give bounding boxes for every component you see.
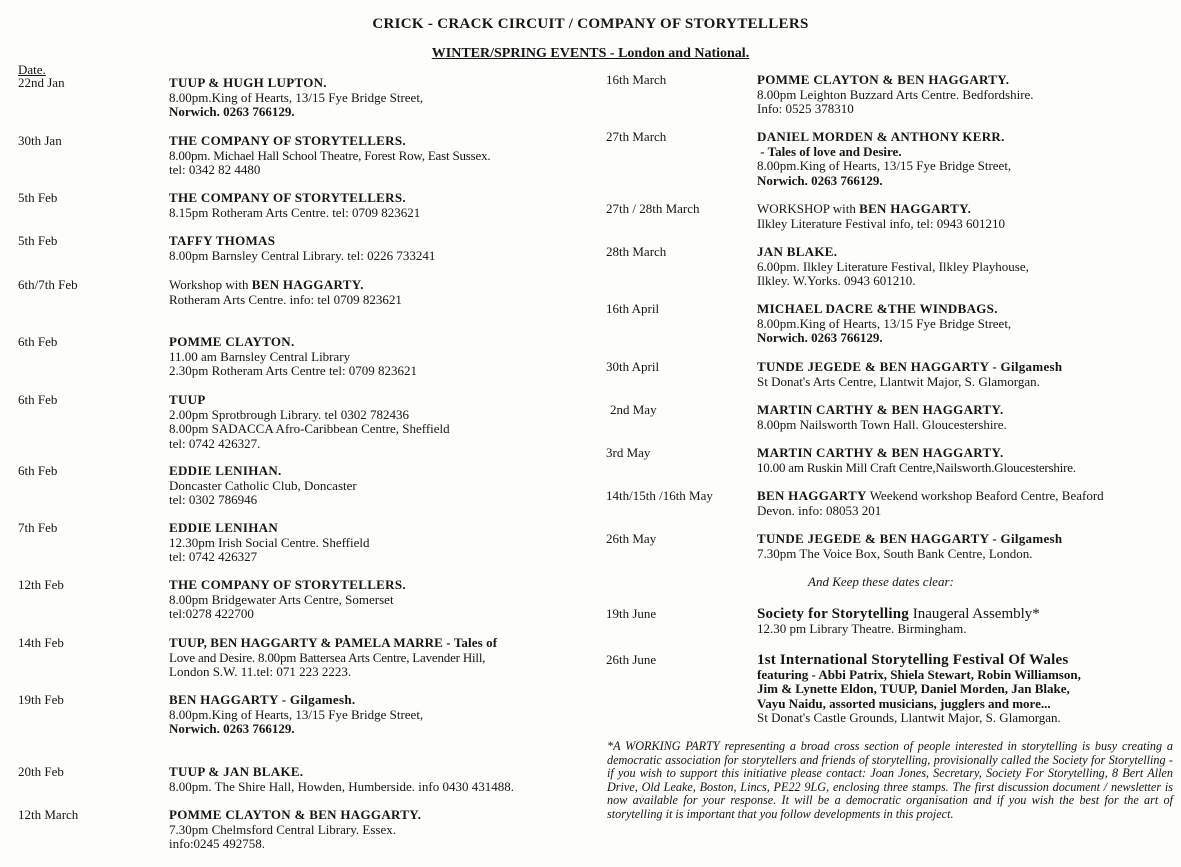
event-performer: TAFFY THOMAS bbox=[169, 233, 276, 248]
event-performer: BEN HAGGARTY - Gilgamesh. bbox=[169, 692, 356, 707]
event-date: 30th Jan bbox=[18, 133, 62, 148]
event-detail: 7.30pm Chelmsford Central Library. Essex. bbox=[169, 821, 396, 837]
event-date: 6th Feb bbox=[18, 334, 58, 349]
event-date: 30th April bbox=[606, 359, 660, 374]
event-performer: MICHAEL DACRE &THE WINDBAGS. bbox=[757, 301, 998, 316]
event-performer: TUNDE JEGEDE & BEN HAGGARTY - Gilgamesh bbox=[757, 359, 1063, 374]
event-detail: Rotheram Arts Centre. info: tel 0709 823621 bbox=[169, 291, 402, 307]
event-detail: 12.30pm Irish Social Centre. Sheffield bbox=[169, 534, 370, 550]
event-date: 26th May bbox=[606, 531, 657, 546]
event-detail: 2.30pm Rotheram Arts Centre tel: 0709 823621 bbox=[169, 363, 418, 378]
event-detail: 8.00pm SADACCA Afro-Caribbean Centre, Sheffield bbox=[169, 421, 450, 436]
event-detail: Jim & Lynette Eldon, TUUP, Daniel Morden, Jan Blake, bbox=[757, 681, 1070, 696]
event-performer: BEN HAGGARTY bbox=[757, 488, 867, 503]
event-date: 14th Feb bbox=[18, 635, 64, 650]
event-detail: Weekend workshop Beaford Centre, Beaford bbox=[866, 488, 1104, 503]
event-detail: London S.W. 11.tel: 071 223 2223. bbox=[169, 664, 352, 679]
event-performer: BEN HAGGARTY. bbox=[251, 277, 364, 292]
event-date: 19th June bbox=[606, 606, 657, 621]
event-performer: TUUP & JAN BLAKE. bbox=[169, 764, 304, 779]
event-detail: 8.00pm.King of Hearts, 13/15 Fye Bridge Street, bbox=[757, 158, 1012, 173]
event-detail: info:0245 492758. bbox=[169, 836, 266, 851]
event-detail: 8.00pm.King of Hearts, 13/15 Fye Bridge Street, bbox=[757, 315, 1012, 331]
event-date: 16th March bbox=[606, 72, 667, 87]
event-performer: TUUP & HUGH LUPTON. bbox=[169, 75, 327, 90]
event-performer: Society for Storytelling bbox=[757, 606, 909, 622]
event-detail: Norwich. 0263 766129. bbox=[169, 721, 295, 736]
event-detail: Devon. info: 08053 201 bbox=[757, 502, 882, 518]
keep-dates-note: And Keep these dates clear: bbox=[808, 574, 954, 589]
event-performer: THE COMPANY OF STORYTELLERS. bbox=[169, 577, 406, 592]
event-workshop-prefix: WORKSHOP with bbox=[757, 201, 860, 216]
event-detail: 6.00pm. Ilkley Literature Festival, Ilkley Playhouse, bbox=[757, 258, 1029, 274]
event-detail: Norwich. 0263 766129. bbox=[169, 104, 295, 119]
event-detail: Inaugeral Assembly* bbox=[909, 606, 1040, 622]
event-detail: 8.00pm.King of Hearts, 13/15 Fye Bridge Street, bbox=[169, 706, 424, 722]
event-date: 12th March bbox=[18, 807, 79, 822]
event-detail: Norwich. 0263 766129. bbox=[757, 330, 883, 345]
event-performer: TUUP, BEN HAGGARTY & PAMELA MARRE - Tales of bbox=[169, 635, 498, 650]
event-detail: tel: 0342 82 4480 bbox=[169, 162, 261, 177]
event-date: 27th / 28th March bbox=[606, 201, 700, 216]
event-detail: 8.00pm. The Shire Hall, Howden, Humberside. info 0430 431488. bbox=[169, 778, 514, 794]
event-detail: 8.00pm Barnsley Central Library. tel: 0226 733241 bbox=[169, 247, 436, 263]
event-detail: tel:0278 422700 bbox=[169, 606, 254, 621]
date-column-header: Date. bbox=[18, 62, 46, 77]
event-detail: - Tales of love and Desire. bbox=[757, 143, 902, 159]
event-detail: 2.00pm Sprotbrough Library. tel 0302 782436 bbox=[169, 406, 409, 422]
event-detail: tel: 0742 426327 bbox=[169, 549, 258, 564]
event-detail: Doncaster Catholic Club, Doncaster bbox=[169, 477, 357, 493]
event-detail: 8.00pm Leighton Buzzard Arts Centre. Bedfordshire. bbox=[757, 86, 1034, 102]
event-performer: TUUP bbox=[169, 392, 206, 407]
event-date: 19th Feb bbox=[18, 692, 64, 707]
event-date: 16th April bbox=[606, 301, 660, 316]
event-performer: DANIEL MORDEN & ANTHONY KERR. bbox=[757, 129, 1005, 144]
event-date: 14th/15th /16th May bbox=[606, 488, 713, 503]
event-performer: THE COMPANY OF STORYTELLERS. bbox=[169, 190, 406, 205]
event-detail: Norwich. 0263 766129. bbox=[757, 172, 883, 188]
page-subtitle: WINTER/SPRING EVENTS - London and National. bbox=[431, 46, 750, 61]
event-date: 20th Feb bbox=[18, 764, 64, 779]
event-workshop-prefix: Workshop with bbox=[169, 277, 252, 292]
event-performer: THE COMPANY OF STORYTELLERS. bbox=[169, 133, 406, 148]
event-date: 12th Feb bbox=[18, 577, 64, 592]
event-performer: EDDIE LENIHAN. bbox=[169, 463, 282, 478]
event-detail: 12.30 pm Library Theatre. Birmingham. bbox=[757, 620, 967, 636]
event-date: 2nd May bbox=[610, 402, 657, 417]
event-performer: POMME CLAYTON & BEN HAGGARTY. bbox=[169, 807, 422, 822]
event-detail: featuring - Abbi Patrix, Shiela Stewart, Robin Williamson, bbox=[757, 666, 1081, 682]
event-detail: Info: 0525 378310 bbox=[757, 101, 854, 116]
event-date: 5th Feb bbox=[18, 233, 58, 248]
event-detail: 8.00pm. Michael Hall School Theatre, Forest Row, East Sussex. bbox=[169, 147, 491, 163]
event-detail: 7.30pm The Voice Box, South Bank Centre, London. bbox=[757, 545, 1033, 561]
event-detail: 11.00 am Barnsley Central Library bbox=[169, 348, 351, 364]
event-detail: Ilkley. W.Yorks. 0943 601210. bbox=[757, 273, 916, 288]
event-date: 22nd Jan bbox=[18, 75, 65, 90]
event-date: 6th Feb bbox=[18, 463, 58, 478]
event-detail: tel: 0742 426327. bbox=[169, 435, 261, 451]
event-performer: 1st International Storytelling Festival Of Wales bbox=[757, 652, 1069, 668]
event-performer: JAN BLAKE. bbox=[757, 244, 838, 259]
event-date: 6th Feb bbox=[18, 392, 58, 407]
event-date: 26th June bbox=[606, 652, 657, 667]
event-performer: MARTIN CARTHY & BEN HAGGARTY. bbox=[757, 402, 1004, 417]
event-detail: Vayu Naidu, assorted musicians, jugglers and more... bbox=[757, 695, 1051, 711]
event-detail: 8.15pm Rotheram Arts Centre. tel: 0709 823621 bbox=[169, 204, 421, 220]
working-party-note: *A WORKING PARTY representing a broad cross section of people interested in storytelling is busy creating a democratic association for storytellers and friends of storytelling, provisionally called the Society for Storytelling - if you wish to support this initiative please contact: Joan Jones, Secretary, Society For Storytelling, 8 Bert Allen Drive, Old Leake, Boston, Lincs, PE22 9LG, enclosing three stamps. The first discussion document / newsletter is now available for your response. It will be a democratic organisation and if you wish the best for the art of storytelling it is important that you follow developments in this project. bbox=[607, 739, 1173, 821]
event-detail: St Donat's Arts Centre, Llantwit Major, S. Glamorgan. bbox=[757, 373, 1040, 389]
event-performer: EDDIE LENIHAN bbox=[169, 520, 279, 535]
event-date: 28th March bbox=[606, 244, 667, 259]
event-detail: 8.00pm.King of Hearts, 13/15 Fye Bridge Street, bbox=[169, 89, 424, 105]
event-performer: MARTIN CARTHY & BEN HAGGARTY. bbox=[757, 445, 1004, 460]
event-detail: 8.00pm Nailsworth Town Hall. Gloucestershire. bbox=[757, 416, 1007, 432]
event-performer: POMME CLAYTON & BEN HAGGARTY. bbox=[757, 72, 1010, 87]
event-performer: POMME CLAYTON. bbox=[169, 334, 295, 349]
event-date: 27th March bbox=[606, 129, 667, 144]
event-detail: 8.00pm Bridgewater Arts Centre, Somerset bbox=[169, 591, 394, 607]
page-title: CRICK - CRACK CIRCUIT / COMPANY OF STORYTELLERS bbox=[372, 16, 809, 32]
event-date: 3rd May bbox=[606, 445, 651, 460]
event-detail: Ilkley Literature Festival info, tel: 0943 601210 bbox=[757, 215, 1006, 231]
event-detail: St Donat's Castle Grounds, Llantwit Major, S. Glamorgan. bbox=[757, 710, 1061, 725]
event-performer: BEN HAGGARTY. bbox=[859, 201, 972, 216]
event-date: 6th/7th Feb bbox=[18, 277, 78, 292]
event-detail: Love and Desire. 8.00pm Battersea Arts Centre, Lavender Hill, bbox=[169, 649, 486, 665]
event-detail: tel: 0302 786946 bbox=[169, 492, 258, 507]
event-date: 5th Feb bbox=[18, 190, 58, 205]
event-detail: 10.00 am Ruskin Mill Craft Centre,Nailsworth.Gloucestershire. bbox=[757, 459, 1076, 475]
event-date: 7th Feb bbox=[18, 520, 58, 535]
event-performer: TUNDE JEGEDE & BEN HAGGARTY - Gilgamesh bbox=[757, 531, 1063, 546]
